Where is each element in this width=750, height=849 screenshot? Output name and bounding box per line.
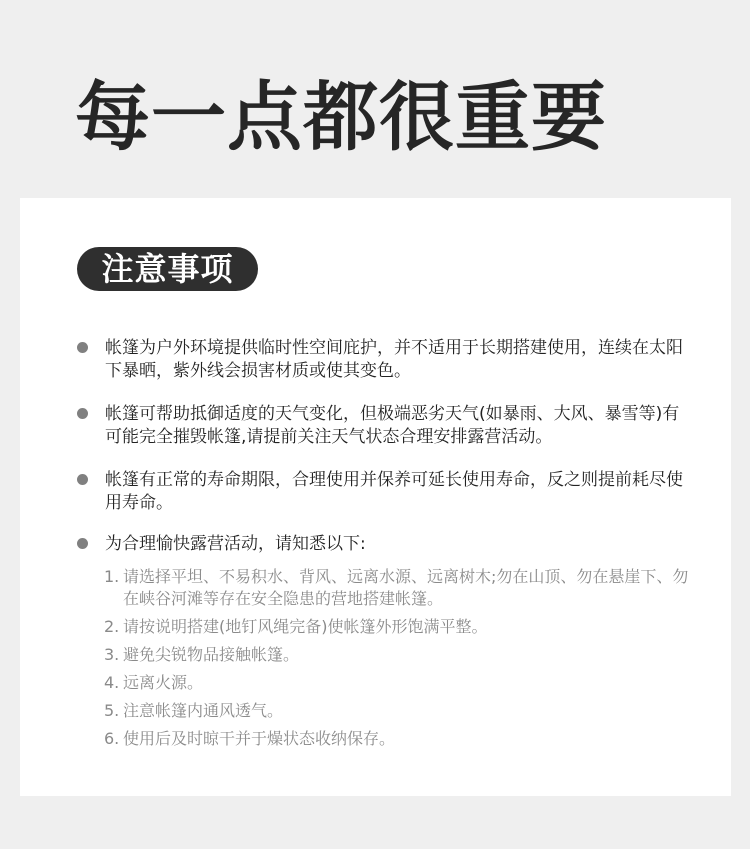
step-item xyxy=(104,616,694,638)
steps-list xyxy=(104,566,694,756)
step-item xyxy=(104,672,694,694)
note-text: 帐篷为户外环境提供临时性空间庇护，并不适用于长期搭建使用，连续在太阳下暴晒，紫外线会损害材质或使其变色。 xyxy=(105,338,683,381)
list-item xyxy=(105,337,695,383)
step-text: 请按说明搭建(地钉风绳完备)使帐篷外形饱满平整。 xyxy=(123,617,488,636)
step-number: 3. xyxy=(104,645,120,664)
step-number: 6. xyxy=(104,729,120,748)
note-text: 帐篷可帮助抵御适度的天气变化，但极端恶劣天气(如暴雨、大风、暴雪等)有可能完全摧毁帐篷,请提前关注天气状态合理安排露营活动。 xyxy=(105,404,680,447)
notice-card xyxy=(20,198,731,796)
bullet-icon xyxy=(77,342,88,353)
step-item xyxy=(104,566,694,610)
step-number: 4. xyxy=(104,673,120,692)
page-title: 每一点都很重要 xyxy=(75,73,608,161)
step-text: 请选择平坦、不易积水、背风、远离水源、远离树木;勿在山顶、勿在悬崖下、勿在峡谷河滩等存在安全隐患的营地搭建帐篷。 xyxy=(123,567,689,608)
step-text: 使用后及时晾干并于燥状态收纳保存。 xyxy=(123,729,396,748)
section-badge: 注意事项 xyxy=(77,247,258,291)
step-item xyxy=(104,728,694,750)
bullet-icon xyxy=(77,408,88,419)
step-number: 1. xyxy=(104,567,120,586)
list-item xyxy=(105,403,695,449)
list-item xyxy=(105,469,695,515)
step-text: 远离火源。 xyxy=(123,673,204,692)
step-number: 2. xyxy=(104,617,120,636)
step-number: 5. xyxy=(104,701,120,720)
step-item xyxy=(104,644,694,666)
note-text: 帐篷有正常的寿命期限，合理使用并保养可延长使用寿命，反之则提前耗尽使用寿命。 xyxy=(105,470,683,513)
bullet-icon xyxy=(77,538,88,549)
note-text: 为合理愉快露营活动，请知悉以下: xyxy=(105,534,366,554)
step-item xyxy=(104,700,694,722)
bullet-icon xyxy=(77,474,88,485)
step-text: 注意帐篷内通风透气。 xyxy=(123,701,284,720)
list-item xyxy=(105,533,695,556)
step-text: 避免尖锐物品接触帐篷。 xyxy=(123,645,300,664)
